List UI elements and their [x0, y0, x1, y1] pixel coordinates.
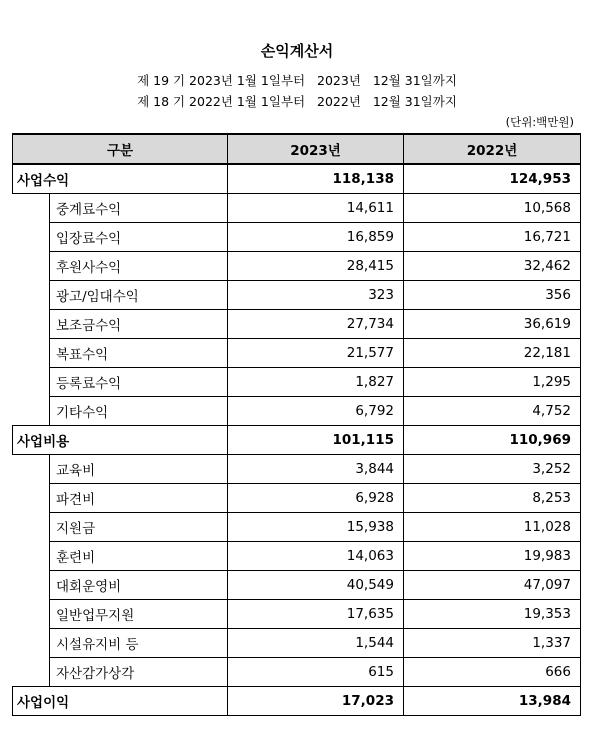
- item-value-2022: 47,097: [404, 570, 581, 599]
- item-label: 광고/임대수익: [50, 280, 228, 309]
- table-row: [13, 193, 581, 222]
- item-value-2022: 4,752: [404, 396, 581, 425]
- item-label: 등록료수익: [50, 367, 228, 396]
- section-value-2022: 124,953: [404, 164, 581, 193]
- item-value-2023: 40,549: [228, 570, 404, 599]
- section-value-2023: 17,023: [228, 686, 404, 715]
- item-value-2022: 666: [404, 657, 581, 686]
- table-row: [13, 367, 581, 396]
- item-value-2023: 27,734: [228, 309, 404, 338]
- table-row: [13, 309, 581, 338]
- item-value-2022: 10,568: [404, 193, 581, 222]
- item-value-2022: 8,253: [404, 483, 581, 512]
- indent-cell: [13, 309, 50, 338]
- item-value-2023: 15,938: [228, 512, 404, 541]
- income-statement-table: [12, 133, 581, 716]
- indent-cell: [13, 454, 50, 483]
- section-value-2022: 110,969: [404, 425, 581, 454]
- item-label: 보조금수익: [50, 309, 228, 338]
- item-label: 입장료수익: [50, 222, 228, 251]
- item-value-2023: 6,792: [228, 396, 404, 425]
- table-row: [13, 222, 581, 251]
- table-row: [13, 628, 581, 657]
- indent-cell: [13, 570, 50, 599]
- indent-cell: [13, 512, 50, 541]
- item-label: 대회운영비: [50, 570, 228, 599]
- item-value-2022: 1,337: [404, 628, 581, 657]
- item-value-2023: 615: [228, 657, 404, 686]
- item-label: 자산감가상각: [50, 657, 228, 686]
- item-label: 훈련비: [50, 541, 228, 570]
- section-label: 사업이익: [13, 686, 228, 715]
- table-row: [13, 541, 581, 570]
- table-row: [13, 657, 581, 686]
- section-value-2022: 13,984: [404, 686, 581, 715]
- table-row: [13, 251, 581, 280]
- item-value-2023: 14,063: [228, 541, 404, 570]
- unit-label: (단위:백만원): [505, 115, 574, 129]
- header-category: 구분: [13, 134, 228, 164]
- item-label: 복표수익: [50, 338, 228, 367]
- item-value-2022: 16,721: [404, 222, 581, 251]
- indent-cell: [13, 541, 50, 570]
- item-value-2022: 22,181: [404, 338, 581, 367]
- indent-cell: [13, 193, 50, 222]
- section-label: 사업비용: [13, 425, 228, 454]
- item-value-2023: 323: [228, 280, 404, 309]
- table-row: [13, 512, 581, 541]
- indent-cell: [13, 367, 50, 396]
- item-value-2022: 19,353: [404, 599, 581, 628]
- item-value-2023: 14,611: [228, 193, 404, 222]
- section-row: [13, 686, 581, 715]
- item-value-2023: 3,844: [228, 454, 404, 483]
- item-value-2022: 356: [404, 280, 581, 309]
- section-value-2023: 101,115: [228, 425, 404, 454]
- table-row: [13, 599, 581, 628]
- item-value-2022: 32,462: [404, 251, 581, 280]
- item-label: 교육비: [50, 454, 228, 483]
- item-value-2022: 11,028: [404, 512, 581, 541]
- item-label: 일반업무지원: [50, 599, 228, 628]
- item-value-2023: 17,635: [228, 599, 404, 628]
- indent-cell: [13, 483, 50, 512]
- section-row: [13, 425, 581, 454]
- header-2022: 2022년: [404, 134, 581, 164]
- indent-cell: [13, 599, 50, 628]
- indent-cell: [13, 338, 50, 367]
- table-row: [13, 280, 581, 309]
- indent-cell: [13, 396, 50, 425]
- item-value-2022: 19,983: [404, 541, 581, 570]
- document-title: 손익계산서: [260, 42, 334, 60]
- indent-cell: [13, 628, 50, 657]
- indent-cell: [13, 280, 50, 309]
- item-label: 기타수익: [50, 396, 228, 425]
- indent-cell: [13, 251, 50, 280]
- item-value-2022: 36,619: [404, 309, 581, 338]
- table-row: [13, 570, 581, 599]
- item-value-2023: 1,827: [228, 367, 404, 396]
- item-value-2023: 1,544: [228, 628, 404, 657]
- header-row: [13, 134, 581, 164]
- item-value-2023: 28,415: [228, 251, 404, 280]
- indent-cell: [13, 657, 50, 686]
- item-value-2022: 3,252: [404, 454, 581, 483]
- section-value-2023: 118,138: [228, 164, 404, 193]
- item-label: 중계료수익: [50, 193, 228, 222]
- table-row: [13, 338, 581, 367]
- section-label: 사업수익: [13, 164, 228, 193]
- indent-cell: [13, 222, 50, 251]
- item-label: 파견비: [50, 483, 228, 512]
- item-value-2022: 1,295: [404, 367, 581, 396]
- item-value-2023: 6,928: [228, 483, 404, 512]
- item-label: 후원사수익: [50, 251, 228, 280]
- table-row: [13, 483, 581, 512]
- item-label: 지원금: [50, 512, 228, 541]
- item-label: 시설유지비 등: [50, 628, 228, 657]
- item-value-2023: 16,859: [228, 222, 404, 251]
- period-current: 제 19 기 2023년 1월 1일부터 2023년 12월 31일까지: [137, 73, 457, 88]
- table-row: [13, 396, 581, 425]
- item-value-2023: 21,577: [228, 338, 404, 367]
- period-previous: 제 18 기 2022년 1월 1일부터 2022년 12월 31일까지: [137, 94, 457, 109]
- header-2023: 2023년: [228, 134, 404, 164]
- table-row: [13, 454, 581, 483]
- section-row: [13, 164, 581, 193]
